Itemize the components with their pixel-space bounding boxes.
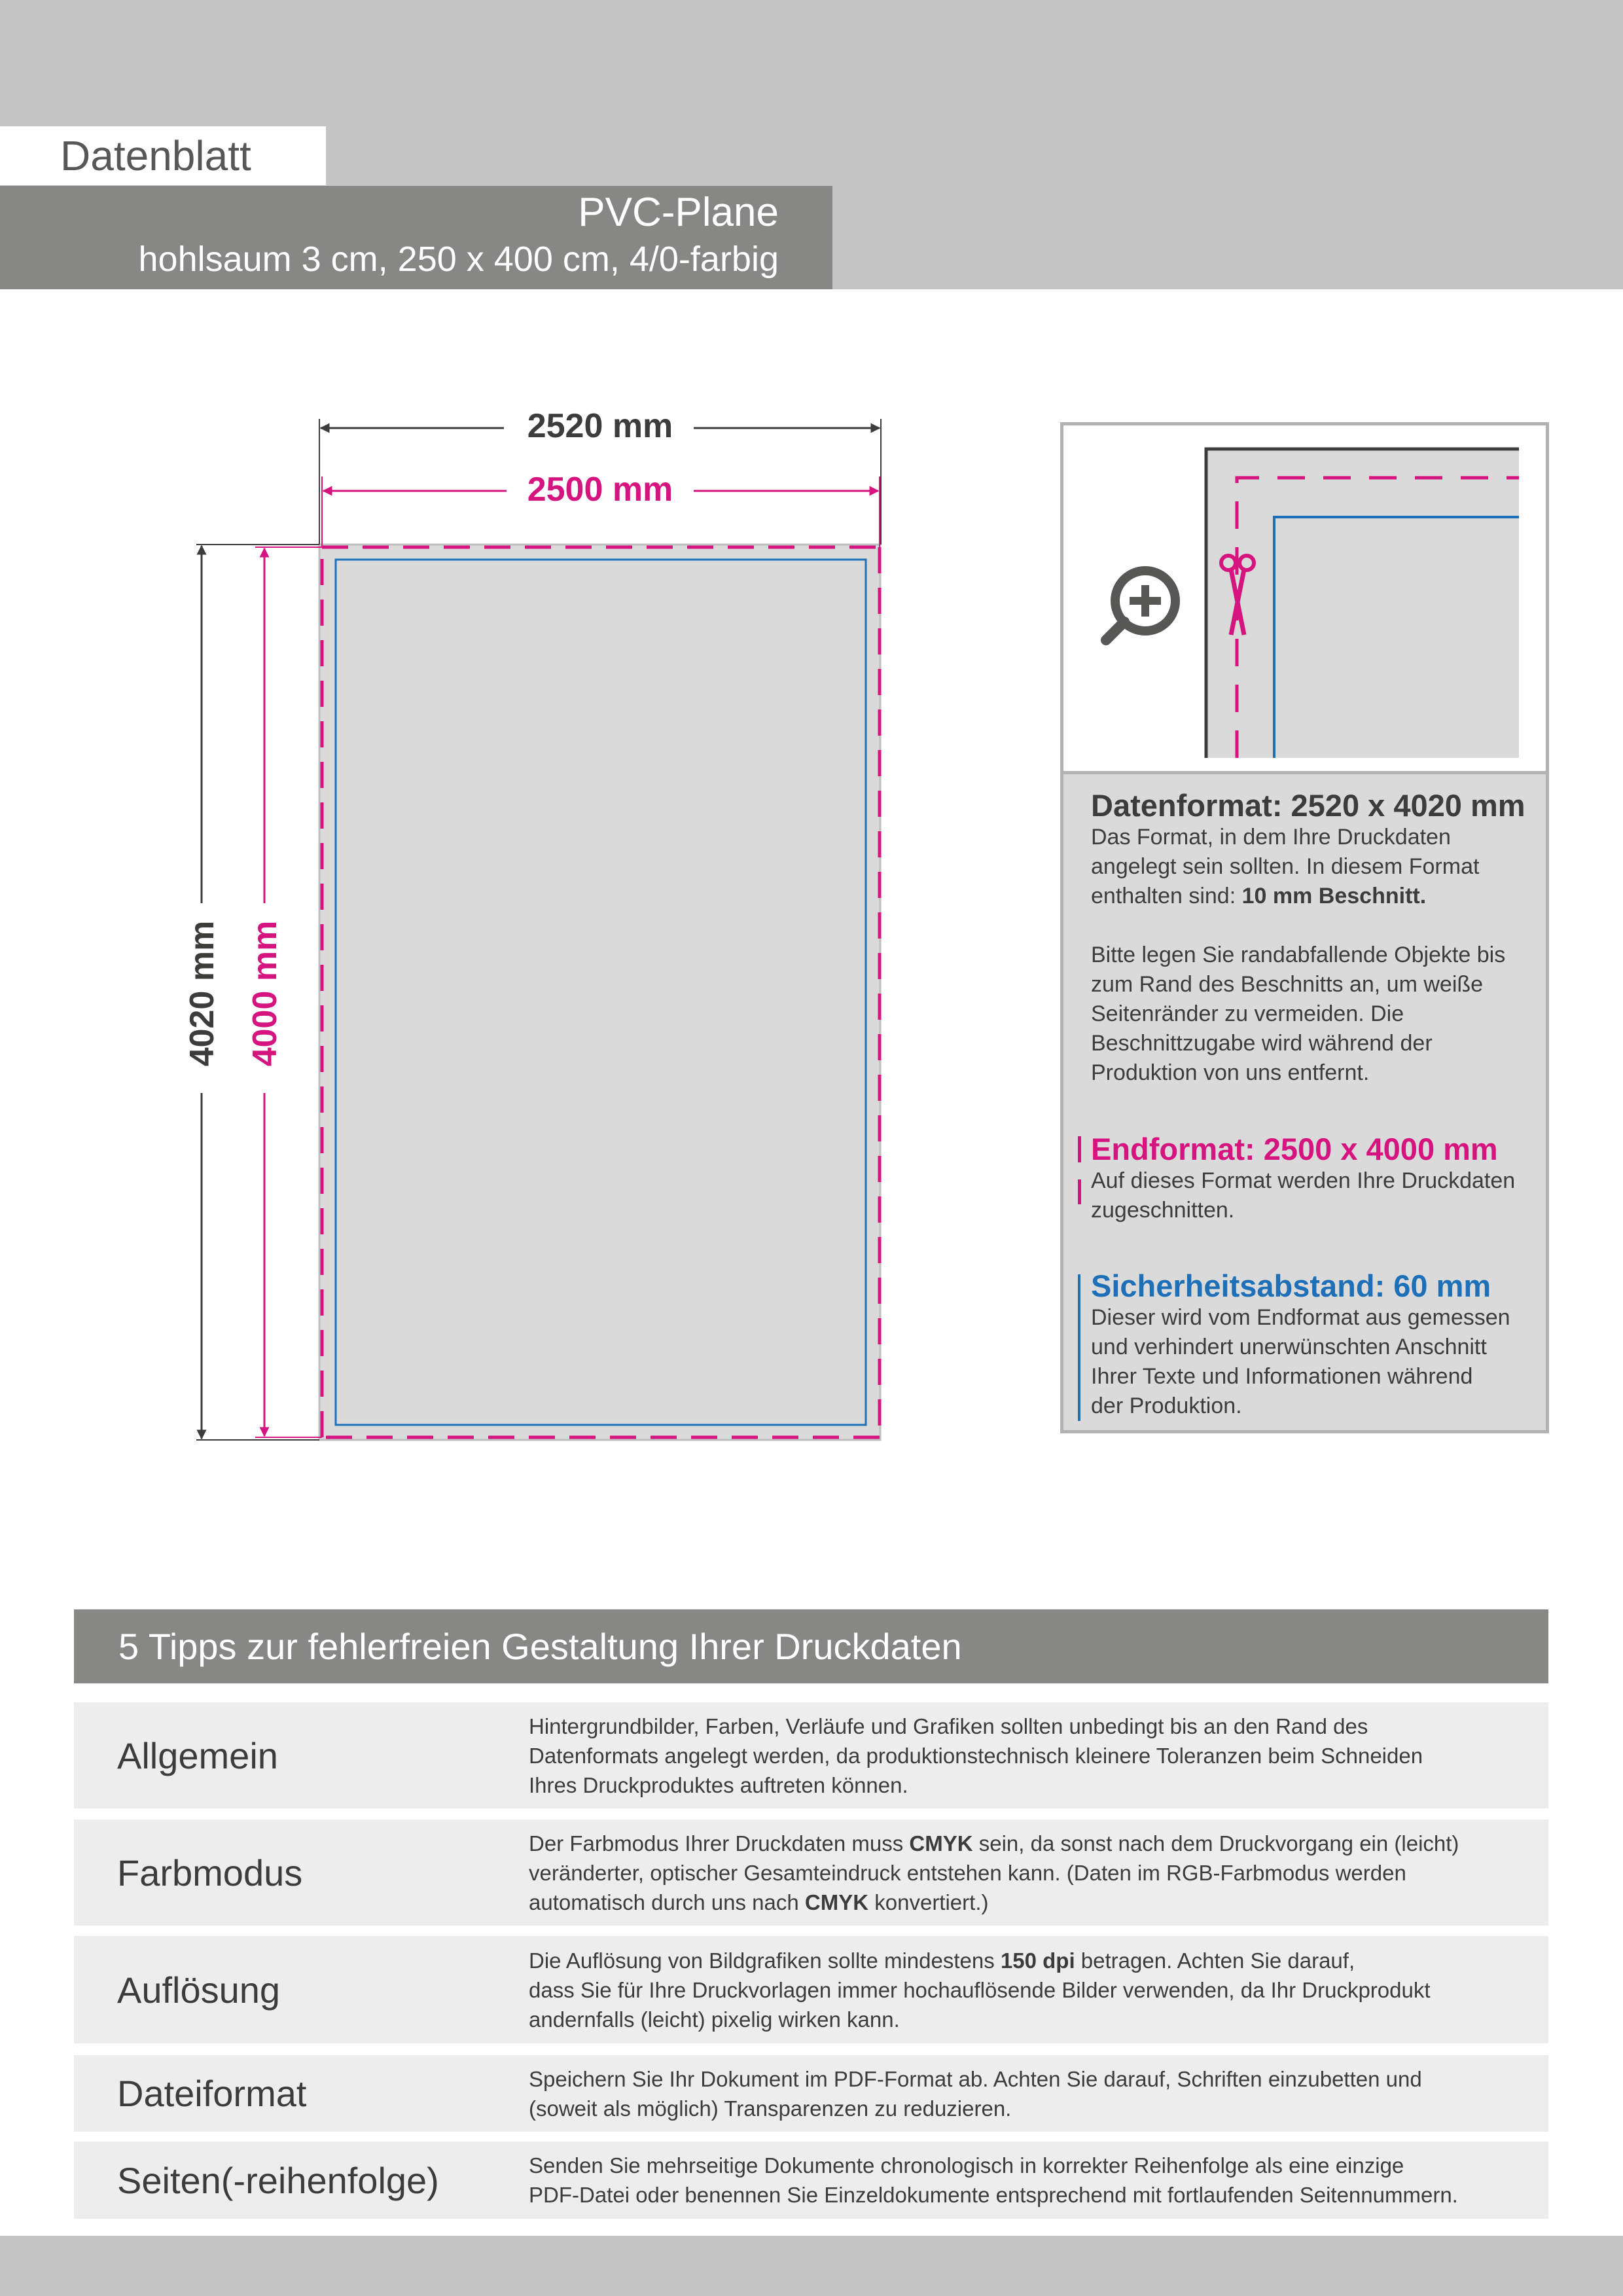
text-segment: Die Auflösung von Bildgrafiken sollte mindestens — [529, 1948, 1001, 1973]
text-segment: andernfalls (leicht) pixelig wirken kann. — [529, 2007, 900, 2032]
format-info-box — [1060, 422, 1549, 1433]
text-line: Beschnittzugabe wird während der — [1091, 1031, 1433, 1056]
text-line: angelegt sein sollten. In diesem Format — [1091, 854, 1480, 879]
bleed-amount: 10 mm Beschnitt. — [1241, 884, 1427, 908]
data-format-description — [1091, 823, 1536, 911]
safety-margin-section — [1091, 1269, 1536, 1421]
final-height-label: 4000 mm — [246, 920, 284, 1067]
tip-row — [74, 1702, 1548, 1808]
final-format-marker — [1078, 1136, 1081, 1162]
tip-description — [529, 2055, 1530, 2132]
tip-text-line — [529, 2180, 1458, 2210]
format-info-text — [1063, 771, 1546, 1430]
safety-margin-description — [1091, 1303, 1536, 1421]
tip-label: Allgemein — [117, 1734, 278, 1776]
final-format-description — [1091, 1166, 1536, 1225]
text-segment: sein, da sonst nach dem Druckvorgang ein (leicht) — [972, 1831, 1459, 1856]
text-segment: veränderter, optischer Gesamteindruck entstehen kann. (Daten im RGB-Farbmodus werden — [529, 1860, 1406, 1885]
tip-row — [74, 1820, 1548, 1926]
final-format-section — [1091, 1132, 1536, 1225]
tip-text-line — [529, 1975, 1431, 2005]
text-line: Auf dieses Format werden Ihre Druckdaten — [1091, 1168, 1516, 1193]
text-line: Ihrer Texte und Informationen während — [1091, 1364, 1473, 1389]
tip-label: Dateiformat — [117, 2073, 307, 2114]
product-title: PVC-Plane — [578, 190, 779, 235]
tip-text-line — [529, 2151, 1458, 2180]
product-subtitle: hohlsaum 3 cm, 250 x 400 cm, 4/0-farbig — [138, 240, 779, 279]
text-segment: PDF-Datei oder benennen Sie Einzeldokumente entsprechend mit fortlaufenden Seitennummern. — [529, 2183, 1458, 2207]
text-line: zum Rand des Beschnitts an, um weiße — [1091, 972, 1484, 997]
emphasis-text: CMYK — [804, 1890, 869, 1914]
text-segment: automatisch durch uns nach — [529, 1890, 805, 1914]
format-diagram — [0, 0, 916, 1466]
text-segment: konvertiert.) — [868, 1890, 989, 1914]
safety-margin-title: Sicherheitsabstand: 60 mm — [1091, 1268, 1491, 1303]
text-line: Produktion von uns entfernt. — [1091, 1060, 1370, 1085]
text-line: enthalten sind: — [1091, 884, 1242, 908]
text-segment: Datenformats angelegt werden, da produktionstechnisch kleinere Toleranzen beim Schneiden — [529, 1743, 1423, 1768]
corner-detail-illustration — [1063, 425, 1546, 771]
data-format-area — [319, 545, 880, 1440]
text-line: Bitte legen Sie randabfallende Objekte bis — [1091, 942, 1506, 967]
emphasis-text: 150 dpi — [1000, 1948, 1075, 1973]
data-format-title: Datenformat: 2520 x 4020 mm — [1091, 788, 1525, 823]
text-line: und verhindert unerwünschten Anschnitt — [1091, 1335, 1487, 1359]
text-line: Das Format, in dem Ihre Druckdaten — [1091, 825, 1451, 850]
tip-description — [529, 2142, 1530, 2219]
text-segment: Hintergrundbilder, Farben, Verläufe und Grafiken sollten unbedingt bis an den Rand des — [529, 1713, 1368, 1738]
text-segment: Senden Sie mehrseitige Dokumente chronologisch in korrekter Reihenfolge als eine einzige — [529, 2153, 1404, 2178]
document-type-label: Datenblatt — [0, 126, 326, 185]
tip-text-line — [529, 1712, 1423, 1741]
footer-band — [0, 2236, 1623, 2296]
tip-text-line — [529, 1770, 1423, 1800]
text-segment: betragen. Achten Sie darauf, — [1075, 1948, 1355, 1973]
emphasis-text: CMYK — [909, 1831, 973, 1856]
tip-text-line — [529, 2064, 1422, 2094]
tip-description — [529, 1936, 1530, 2043]
tip-text-line — [529, 2094, 1422, 2123]
data-format-section — [1091, 789, 1536, 1088]
text-segment: Ihres Druckproduktes auftreten können. — [529, 1772, 908, 1797]
tip-row — [74, 1936, 1548, 2043]
safety-margin-marker — [1078, 1274, 1080, 1421]
tip-label: Seiten(-reihenfolge) — [117, 2159, 439, 2201]
text-segment: Der Farbmodus Ihrer Druckdaten muss — [529, 1831, 910, 1856]
final-format-title: Endformat: 2500 x 4000 mm — [1091, 1132, 1498, 1166]
tip-row — [74, 2142, 1548, 2219]
tip-description — [529, 1820, 1530, 1926]
final-format-marker — [1078, 1179, 1081, 1204]
data-width-label: 2520 mm — [527, 407, 673, 445]
magnifier-plus-icon — [1106, 571, 1175, 640]
tip-text-line — [529, 1946, 1431, 1975]
text-line: Dieser wird vom Endformat aus gemessen — [1091, 1305, 1510, 1330]
tip-label: Auflösung — [117, 1969, 281, 2011]
data-format-bleed-note — [1091, 941, 1536, 1088]
tip-label: Farbmodus — [117, 1852, 303, 1893]
final-width-label: 2500 mm — [527, 471, 673, 509]
data-height-label: 4020 mm — [183, 920, 221, 1067]
text-segment: dass Sie für Ihre Druckvorlagen immer hochauflösende Bilder verwenden, da Ihr Druckprodukt — [529, 1977, 1431, 2002]
tip-text-line — [529, 1829, 1459, 1858]
text-segment: Speichern Sie Ihr Dokument im PDF-Format ab. Achten Sie darauf, Schriften einzubetten und — [529, 2066, 1422, 2091]
tip-row — [74, 2055, 1548, 2132]
text-segment: (soweit als möglich) Transparenzen zu reduzieren. — [529, 2096, 1012, 2121]
text-line: zugeschnitten. — [1091, 1198, 1235, 1223]
tip-text-line — [529, 1888, 1459, 1917]
tip-text-line — [529, 2005, 1431, 2034]
tip-description — [529, 1702, 1530, 1808]
tip-text-line — [529, 1858, 1459, 1888]
tip-text-line — [529, 1741, 1423, 1770]
text-line: Seitenränder zu vermeiden. Die — [1091, 1001, 1404, 1026]
text-line: der Produktion. — [1091, 1393, 1242, 1418]
tips-title: 5 Tipps zur fehlerfreien Gestaltung Ihrer Druckdaten — [74, 1609, 1548, 1683]
